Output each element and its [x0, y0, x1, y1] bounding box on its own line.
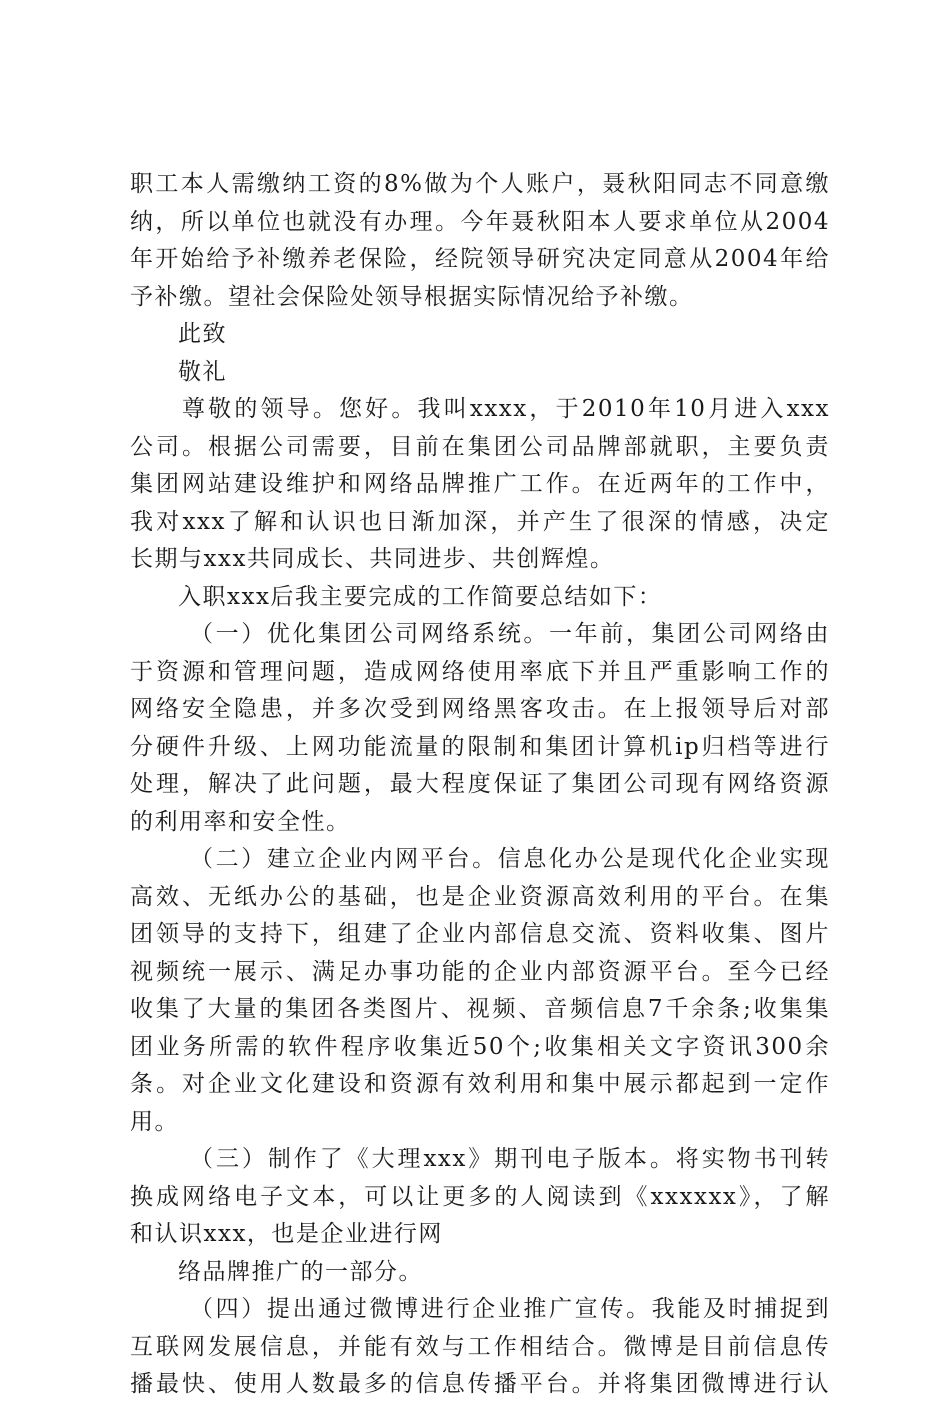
closing-line: 敬礼	[178, 358, 227, 385]
text-line: 视频统一展示、满足办事功能的企业内部资源平台。至今已经	[130, 958, 830, 985]
text-line: 处理，解决了此问题，最大程度保证了集团公司现有网络资源	[130, 771, 830, 797]
text-line: 的利用率和安全性。	[130, 808, 351, 835]
text-line: 入职xxx后我主要完成的工作简要总结如下：	[178, 583, 663, 610]
text-line: 收集了大量的集团各类图片、视频、音频信息7千余条;收集集	[130, 996, 830, 1022]
text-line: 长期与xxx共同成长、共同进步、共创辉煌。	[130, 546, 615, 572]
text-line: 网络安全隐患，并多次受到网络黑客攻击。在上报领导后对部	[130, 696, 830, 722]
text-line: 团业务所需的软件程序收集近50个;收集相关文字资讯300余	[130, 1033, 830, 1060]
text-line: 互联网发展信息，并能有效与工作相结合。微博是目前信息传	[130, 1333, 830, 1360]
text-line: 年开始给予补缴养老保险，经院领导研究决定同意从2004年给	[130, 246, 830, 272]
text-line: 于资源和管理问题，造成网络使用率底下并且严重影响工作的	[130, 658, 830, 685]
section-heading-line: （四）提出通过微博进行企业推广宣传。我能及时捕捉到	[190, 1296, 830, 1322]
text-line: 络品牌推广的一部分。	[178, 1258, 423, 1285]
text-line: 用。	[130, 1108, 179, 1135]
section-heading-line: （三）制作了《大理xxx》期刊电子版本。将实物书刊转	[190, 1146, 830, 1172]
text-line: 高效、无纸办公的基础，也是企业资源高效利用的平台。在集	[130, 883, 830, 910]
text-line: 和认识xxx，也是企业进行网	[130, 1221, 443, 1247]
text-line: 公司。根据公司需要，目前在集团公司品牌部就职，主要负责	[130, 433, 830, 460]
text-line: 予补缴。望社会保险处领导根据实际情况给予补缴。	[130, 283, 694, 310]
text-line: 职工本人需缴纳工资的8%做为个人账户，聂秋阳同志不同意缴	[130, 171, 830, 197]
text-line: 集团网站建设维护和网络品牌推广工作。在近两年的工作中，	[130, 471, 830, 497]
text-line: 播最快、使用人数最多的信息传播平台。并将集团微博进行认	[130, 1371, 830, 1397]
text-line: 分硬件升级、上网功能流量的限制和集团计算机ip归档等进行	[130, 733, 830, 760]
text-line: 团领导的支持下，组建了企业内部信息交流、资料收集、图片	[130, 921, 830, 947]
text-line: 纳，所以单位也就没有办理。今年聂秋阳本人要求单位从2004	[130, 208, 830, 235]
section-heading-line: （一）优化集团公司网络系统。一年前，集团公司网络由	[190, 621, 830, 647]
text-line: 我对xxx了解和认识也日渐加深，并产生了很深的情感，决定	[130, 508, 830, 535]
text-line: 换成网络电子文本，可以让更多的人阅读到《xxxxxx》，了解	[130, 1183, 830, 1210]
text-line: 尊敬的领导。您好。我叫xxxx，于2010年10月进入xxx	[182, 396, 830, 422]
text-line: 条。对企业文化建设和资源有效利用和集中展示都起到一定作	[130, 1071, 830, 1097]
salutation-line: 此致	[178, 321, 227, 347]
document-body	[130, 166, 830, 1404]
section-heading-line: （二）建立企业内网平台。信息化办公是现代化企业实现	[190, 846, 830, 872]
